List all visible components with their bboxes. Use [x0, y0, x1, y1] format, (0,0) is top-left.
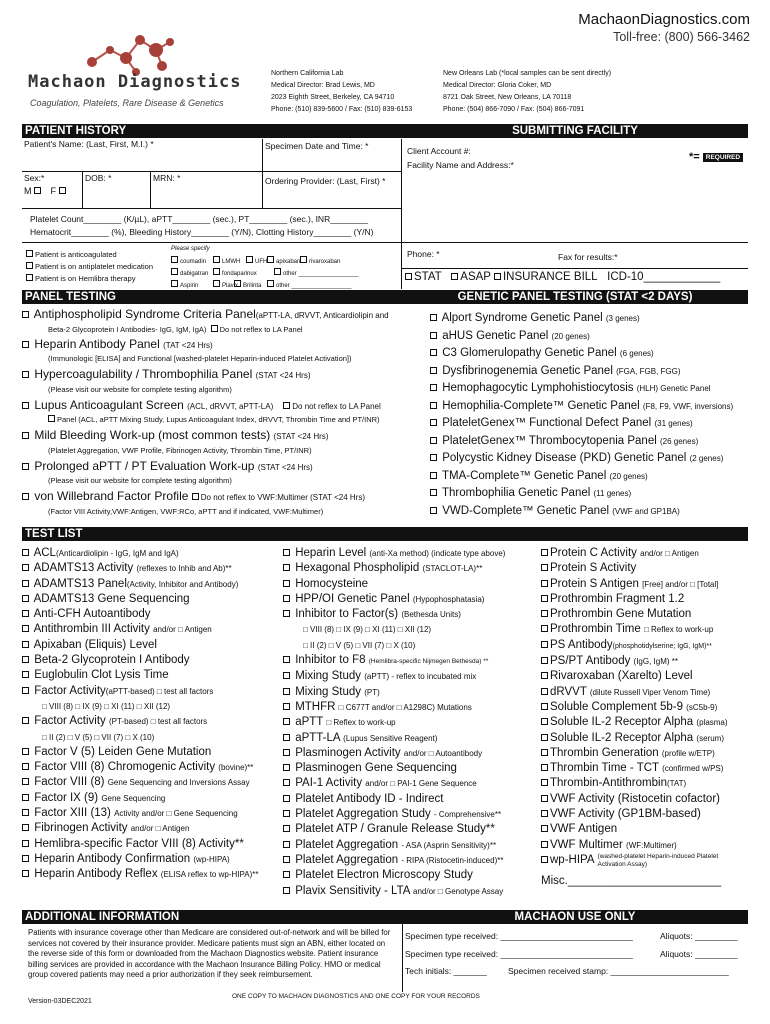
additional-info-bar: ADDITIONAL INFORMATION: [22, 910, 402, 924]
test-item[interactable]: Factor V (5) Leiden Gene Mutation: [22, 745, 284, 760]
genetic-item[interactable]: Thrombophilia Genetic Panel (11 genes): [430, 485, 750, 503]
insurance-checkbox[interactable]: [494, 273, 501, 280]
machaon-use-bar: MACHAON USE ONLY: [402, 910, 748, 924]
test-item[interactable]: VWF Antigen: [541, 822, 753, 837]
test-item[interactable]: Platelet Electron Microscopy Study: [283, 868, 541, 883]
test-col-3: [541, 546, 753, 889]
panel-item-aps[interactable]: Antiphospholipid Syndrome Criteria Panel(aPTT-LA, dRVVT, Anticardiolipin and: [22, 307, 422, 324]
labs-line-2[interactable]: Hematocrit________ (%), Bleeding History________ (Y/N), Clotting History________ (Y/N): [30, 227, 374, 237]
test-item[interactable]: Factor VIII (8) Chromogenic Activity (bovine)**: [22, 760, 284, 775]
test-col-2: [283, 546, 541, 899]
test-item[interactable]: aPTT □ Reflex to work-up: [283, 715, 541, 730]
test-item[interactable]: Prothrombin Time □ Reflex to work-up: [541, 622, 753, 637]
genetic-item[interactable]: TMA-Complete™ Genetic Panel (20 genes): [430, 468, 750, 486]
panel-item-prolonged[interactable]: Prolonged aPTT / PT Evaluation Work-up (STAT <24 Hrs): [22, 459, 422, 476]
test-item[interactable]: VWF Activity (GP1BM-based): [541, 807, 753, 822]
site-url: MachaonDiagnostics.com: [578, 11, 750, 28]
panel-item-hypercoag[interactable]: Hypercoagulability / Thrombophilia Panel (STAT <24 Hrs): [22, 367, 422, 384]
patient-history-bar: PATIENT HISTORY: [22, 124, 402, 138]
test-item[interactable]: Factor Activity (PT-based) □ test all factors: [22, 714, 284, 729]
aliquots-2[interactable]: Aliquots: _________: [660, 949, 738, 959]
genetic-item[interactable]: VWD-Complete™ Genetic Panel (VWF and GP1BA): [430, 503, 750, 521]
phone-field[interactable]: Phone: *: [407, 249, 440, 259]
genetic-panel-list: [430, 310, 750, 520]
test-list-bar: TEST LIST: [22, 527, 748, 541]
sex-m-checkbox[interactable]: [34, 187, 41, 194]
test-item[interactable]: Factor XIII (13) Activity and/or □ Gene Sequencing: [22, 806, 284, 821]
test-item[interactable]: Platelet ATP / Granule Release Study**: [283, 822, 541, 837]
logo-name: Machaon Diagnostics: [28, 72, 242, 92]
test-item[interactable]: Beta-2 Glycoprotein I Antibody: [22, 653, 284, 668]
test-item[interactable]: Protein S Antigen [Free] and/or □ [Total]: [541, 577, 753, 592]
antiplatelet-checkbox[interactable]: [26, 262, 33, 269]
test-subitem[interactable]: □ VIII (8) □ IX (9) □ XI (11) □ XII (12): [303, 625, 432, 635]
submitting-facility-bar: SUBMITTING FACILITY: [402, 124, 748, 138]
test-item[interactable]: Hexagonal Phospholipid (STACLOT-LA)**: [283, 561, 541, 576]
test-item[interactable]: Thrombin Generation (profile w/ETP): [541, 746, 753, 761]
additional-info-text: Patients with insurance coverage other than Medicare are considered out-of-network and will be billed for services not covered by their insurance provider. Medicare patients must sign an ABN, either located on the reverse side of this form or downloaded from the Machaon Diagnostics website. Patient insurance billing services are provided in accordance with the Machaon Insurance Billing Policy. HMO or medical group covered patients may need a prior authorization if they seek reimbursement.: [28, 928, 391, 980]
genetic-item[interactable]: Hemophilia-Complete™ Genetic Panel (F8, F9, VWF, inversions): [430, 398, 750, 416]
facility-name-field[interactable]: Facility Name and Address:*: [407, 160, 514, 170]
test-item[interactable]: Factor VIII (8) Gene Sequencing and Inversions Assay: [22, 775, 284, 790]
test-item[interactable]: VWF Multimer (WF:Multimer): [541, 838, 753, 853]
test-item[interactable]: PS/PT Antibody (IgG, IgM) **: [541, 654, 753, 669]
genetic-item[interactable]: aHUS Genetic Panel (20 genes): [430, 328, 750, 346]
test-item[interactable]: Factor Activity(aPTT-based) □ test all factors: [22, 684, 284, 699]
logo: [28, 28, 258, 114]
test-item[interactable]: Soluble Complement 5b-9 (sC5b-9): [541, 700, 753, 715]
panel-testing-list: Antiphospholipid Syndrome Criteria Panel(aPTT-LA, dRVVT, Anticardiolipin and Beta-2 Glycoprotein I Antibodies- IgG, IgM, IgA) Do not reflex to LA Panel Heparin Antibody Panel (TAT <24 Hrs) (Immunologic [ELISA] and Functional [washed-platelet Heparin-induced Platelet Activation]) Hypercoagulability / Thrombophilia Panel (STAT <24 Hrs) (Please visit our website for complete testing algorithm) Lupus Anticoagulant Screen (ACL, dRVVT, aPTT-LA) Do not reflex to LA Panel Panel (ACL, aPTT Mixing Study, Lupus Anticoagulant Index, dRVVT, Thrombin Time and PT/INR) Mild Bleeding Work-up (most common tests) (STAT <24 Hrs) (Platelet Aggregation, VWF Profile, Fibrinogen Activity, Thrombin Time, PT/INR) Prolonged aPTT / PT Evaluation Work-up (STAT <24 Hrs) (Please visit our website for complete testing algorithm) von Willebrand Factor Profile Do not reflex to VWF:Multimer (STAT <24 Hrs) (Factor VIII Activity,VWF:Antigen, VWF:RCo, aPTT and if indicated, VWF:Multimer): [22, 307, 422, 518]
hemlibra-checkbox[interactable]: [26, 274, 33, 281]
lab-northern-ca: Northern California Lab Medical Director: Brad Lewis, MD 2023 Eighth Street, Berkeley, CA 94710 Phone: (510) 839-5600 / Fax: (510) 839-6153: [271, 70, 413, 113]
test-item[interactable]: PAI-1 Activity and/or □ PAI-1 Gene Sequence: [283, 776, 541, 791]
med-options[interactable]: coumadin LMWH UFH apixaban rivaroxaban dabigatran fondaparinux other __________________ Aspirin Plavix Brilinta other __________________: [171, 256, 358, 292]
priority-options[interactable]: STAT ASAP INSURANCE BILL ICD-10____________: [405, 271, 720, 283]
test-item[interactable]: Euglobulin Clot Lysis Time: [22, 668, 284, 683]
please-specify: Please specify: [171, 246, 210, 252]
tech-initials[interactable]: Tech initials: _______: [405, 966, 487, 976]
specimen-type-1[interactable]: Specimen type received: ____________________________: [405, 931, 633, 941]
genetic-item[interactable]: PlateletGenex™ Functional Defect Panel (31 genes): [430, 415, 750, 433]
test-item[interactable]: MTHFR □ C677T and/or □ A1298C) Mutations: [283, 700, 541, 715]
specimen-type-2[interactable]: Specimen type received: ____________________________: [405, 949, 633, 959]
test-item[interactable]: Plasminogen Activity and/or □ Autoantibody: [283, 746, 541, 761]
client-account-field[interactable]: Client Account #:: [407, 146, 471, 156]
test-item[interactable]: Antithrombin III Activity and/or □ Antigen: [22, 622, 284, 637]
panel-item-lupus[interactable]: Lupus Anticoagulant Screen (ACL, dRVVT, aPTT-LA) Do not reflex to LA Panel: [22, 398, 422, 415]
patient-name-field[interactable]: Patient's Name: (Last, First, M.I.) *: [24, 139, 154, 149]
test-item[interactable]: Heparin Antibody Reflex (ELISA reflex to wp-HIPA)**: [22, 867, 284, 882]
test-item[interactable]: ADAMTS13 Panel(Activity, Inhibitor and Antibody): [22, 577, 284, 592]
stat-checkbox[interactable]: [405, 273, 412, 280]
panel-item-vwf[interactable]: von Willebrand Factor Profile Do not reflex to VWF:Multimer (STAT <24 Hrs): [22, 489, 422, 506]
test-item[interactable]: Apixaban (Eliquis) Level: [22, 638, 284, 653]
required-legend: *= REQUIRED: [689, 151, 743, 163]
version: Version-03DEC2021: [28, 998, 92, 1005]
ordering-provider-field[interactable]: Ordering Provider: (Last, First) *: [265, 176, 386, 186]
sex-options[interactable]: M F: [24, 186, 68, 196]
test-item[interactable]: Protein S Activity: [541, 561, 753, 576]
genetic-item[interactable]: Dysfibrinogenemia Genetic Panel (FGA, FGB, FGG): [430, 363, 750, 381]
genetic-item[interactable]: Hemophagocytic Lymphohistiocytosis (HLH) Genetic Panel: [430, 380, 750, 398]
test-item[interactable]: Heparin Antibody Confirmation (wp-HIPA): [22, 852, 284, 867]
logo-tagline: Coagulation, Platelets, Rare Disease & Genetics: [30, 98, 224, 108]
test-item[interactable]: Thrombin-Antithrombin(TAT): [541, 776, 753, 791]
test-item[interactable]: Platelet Antibody ID - Indirect: [283, 792, 541, 807]
lab-new-orleans: New Orleans Lab (*local samples can be sent directly) Medical Director: Gloria Coker, MD 8721 Oak Street, New Orleans, LA 70118 Phone: (504) 866-7090 / Fax: (504) 866-7091: [443, 70, 612, 113]
received-stamp[interactable]: Specimen received stamp: _________________________: [508, 966, 729, 976]
test-item[interactable]: Inhibitor to Factor(s) (Bethesda Units): [283, 607, 541, 622]
test-item[interactable]: Homocysteine: [283, 577, 541, 592]
test-item[interactable]: ACL(Anticardiolipin - IgG, IgM and IgA): [22, 546, 284, 561]
test-item[interactable]: Platelet Aggregation Study - Comprehensive**: [283, 807, 541, 822]
test-item[interactable]: Hemlibra-specific Factor VIII (8) Activity**: [22, 837, 284, 852]
genetic-item[interactable]: C3 Glomerulopathy Genetic Panel (6 genes): [430, 345, 750, 363]
test-item[interactable]: Platelet Aggregation - RIPA (Ristocetin-induced)**: [283, 853, 541, 868]
asap-checkbox[interactable]: [451, 273, 458, 280]
icd10-field[interactable]: ICD-10____________: [607, 271, 721, 283]
genetic-item[interactable]: PlateletGenex™ Thrombocytopenia Panel (26 genes): [430, 433, 750, 451]
test-item[interactable]: Prothrombin Gene Mutation: [541, 607, 753, 622]
test-item[interactable]: Inhibitor to F8 (Hemlibra-specific Nijmegen Bethesda) **: [283, 653, 541, 669]
test-item[interactable]: dRVVT (dilute Russell Viper Venom Time): [541, 685, 753, 700]
test-item[interactable]: HPP/OI Genetic Panel (Hypophosphatasia): [283, 592, 541, 607]
test-item[interactable]: Rivaroxaban (Xarelto) Level: [541, 669, 753, 684]
genetic-item[interactable]: Alport Syndrome Genetic Panel (3 genes): [430, 310, 750, 328]
test-item[interactable]: Fibrinogen Activity and/or □ Antigen: [22, 821, 284, 836]
test-item[interactable]: Mixing Study (PT): [283, 685, 541, 700]
genetic-item[interactable]: Polycystic Kidney Disease (PKD) Genetic Panel (2 genes): [430, 450, 750, 468]
test-item[interactable]: Heparin Level (anti-Xa method) (indicate type above): [283, 546, 541, 561]
test-item[interactable]: Platelet Aggregation - ASA (Asprin Sensitivity)**: [283, 838, 541, 853]
panel-testing-bar: PANEL TESTING: [22, 290, 402, 304]
test-col-1: [22, 546, 284, 883]
test-item[interactable]: Thrombin Time - TCT (confirmed w/PS): [541, 761, 753, 776]
fax-field[interactable]: Fax for results:*: [558, 252, 618, 262]
test-item[interactable]: aPTT-LA (Lupus Sensitive Reagent): [283, 731, 541, 746]
test-item[interactable]: wp-HIPA (washed-platelet Heparin-induced Platelet Activation Assay): [541, 853, 753, 869]
test-item[interactable]: Anti-CFH Autoantibody: [22, 607, 284, 622]
mrn-field[interactable]: MRN: *: [153, 173, 181, 183]
test-subitem[interactable]: □ VIII (8) □ IX (9) □ XI (11) □ XII (12): [42, 701, 171, 711]
tollfree: Toll-free: (800) 566-3462: [613, 30, 750, 44]
test-item[interactable]: Prothrombin Fragment 1.2: [541, 592, 753, 607]
footer-note: ONE COPY TO MACHAON DIAGNOSTICS AND ONE COPY FOR YOUR RECORDS: [232, 993, 480, 1000]
sex-f-checkbox[interactable]: [59, 187, 66, 194]
sex-label: Sex:*: [24, 173, 45, 183]
test-item[interactable]: Soluble IL-2 Receptor Alpha (plasma): [541, 715, 753, 730]
test-subitem[interactable]: □ II (2) □ V (5) □ VII (7) □ X (10): [303, 640, 416, 650]
misc-field[interactable]: Misc.________________________: [541, 874, 722, 887]
panel-item-heparin[interactable]: Heparin Antibody Panel (TAT <24 Hrs): [22, 337, 422, 354]
test-item[interactable]: Soluble IL-2 Receptor Alpha (serum): [541, 731, 753, 746]
test-item[interactable]: VWF Activity (Ristocetin cofactor): [541, 792, 753, 807]
aliquots-1[interactable]: Aliquots: _________: [660, 931, 738, 941]
anticoag-options[interactable]: Patient is anticoagulated Patient is on antiplatelet medication Patient is on Hemlibra therapy: [26, 249, 153, 285]
molecule-logo-icon: [78, 28, 188, 78]
test-item[interactable]: Protein C Activity and/or □ Antigen: [541, 546, 753, 561]
test-item[interactable]: Plasminogen Gene Sequencing: [283, 761, 541, 776]
test-item[interactable]: PS Antibody(phosphotidylserine; IgG, IgM)**: [541, 638, 753, 654]
test-item[interactable]: Factor IX (9) Gene Sequencing: [22, 791, 284, 806]
labs-line-1[interactable]: Platelet Count________ (K/µL), aPTT________ (sec.), PT________ (sec.), INR________: [30, 214, 369, 224]
test-subitem[interactable]: □ II (2) □ V (5) □ VII (7) □ X (10): [42, 732, 155, 742]
anticoag-checkbox[interactable]: [26, 250, 33, 257]
test-item[interactable]: ADAMTS13 Activity (reflexes to Inhib and Ab)**: [22, 561, 284, 576]
test-item[interactable]: ADAMTS13 Gene Sequencing: [22, 592, 284, 607]
dob-field[interactable]: DOB: *: [85, 173, 112, 183]
test-item[interactable]: Plavix Sensitivity - LTA and/or □ Genotype Assay: [283, 884, 541, 899]
test-item[interactable]: Mixing Study (aPTT) - reflex to incubated mix: [283, 669, 541, 684]
specimen-date-field[interactable]: Specimen Date and Time: *: [265, 141, 369, 151]
panel-item-mild-bleeding[interactable]: Mild Bleeding Work-up (most common tests) (STAT <24 Hrs): [22, 428, 422, 445]
genetic-panel-bar: GENETIC PANEL TESTING (STAT <2 DAYS): [402, 290, 748, 304]
